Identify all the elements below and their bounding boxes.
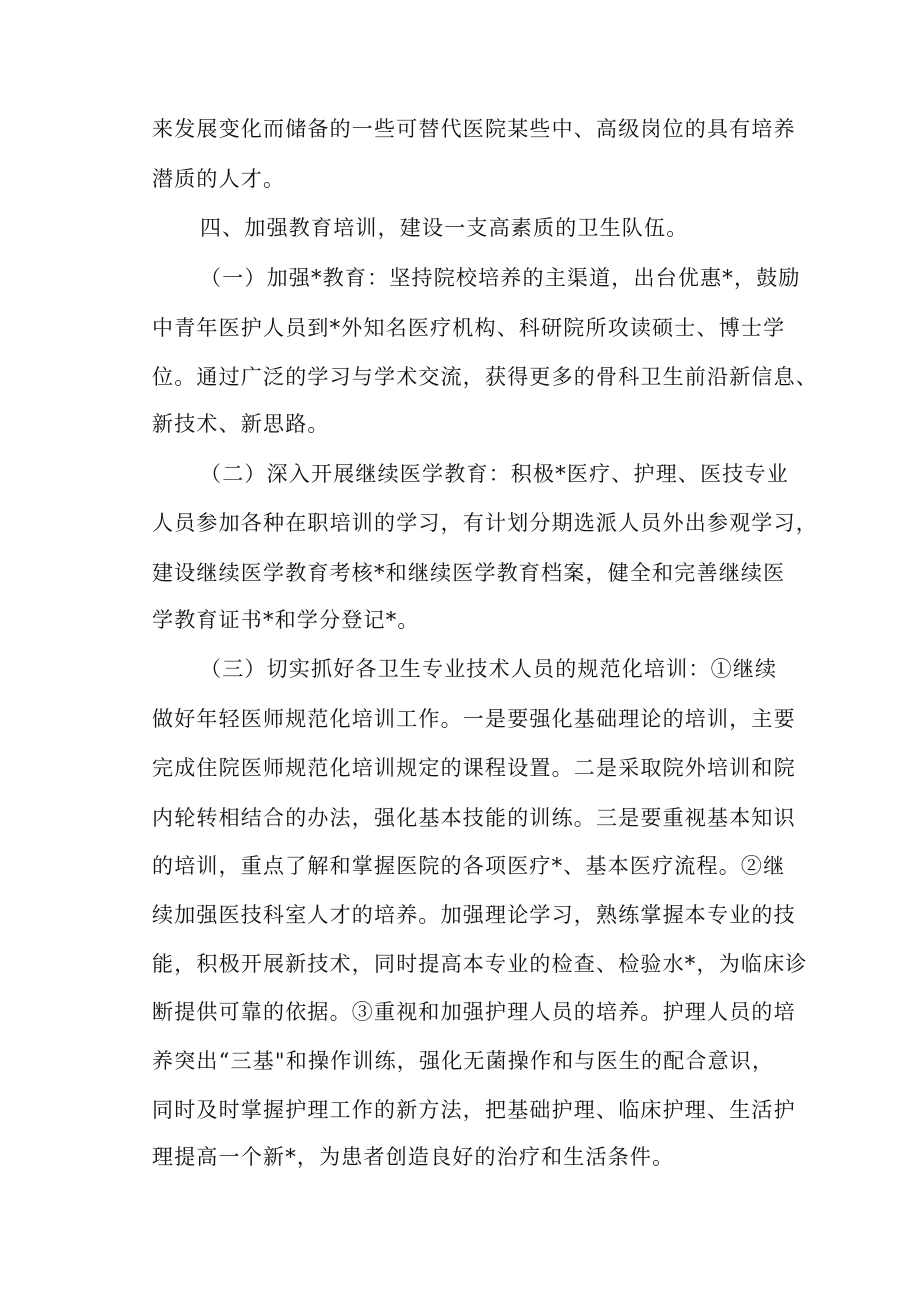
text-line: 新技术、新思路。 bbox=[152, 412, 330, 436]
text-line: （一）加强*教育：坚持院校培养的主渠道，出台优惠*，鼓励 bbox=[200, 266, 801, 290]
text-line: 同时及时掌握护理工作的新方法，把基础护理、临床护理、生活护 bbox=[152, 1098, 796, 1122]
text-line: 能，积极开展新技术，同时提高本专业的检查、检验水*，为临床诊 bbox=[152, 952, 808, 976]
text-line: 来发展变化而储备的一些可替代医院某些中、高级岗位的具有培养 bbox=[152, 117, 796, 141]
text-line: 人员参加各种在职培训的学习，有计划分期选派人员外出参观学习， bbox=[152, 511, 818, 535]
text-line: 建设继续医学教育考核*和继续医学教育档案，健全和完善继续医 bbox=[152, 561, 786, 585]
text-line: （三）切实抓好各卫生专业技术人员的规范化培训：①继续 bbox=[200, 657, 778, 681]
text-line: 位。通过广泛的学习与学术交流，获得更多的骨科卫生前沿新信息、 bbox=[152, 365, 818, 389]
text-line: 做好年轻医师规范化培训工作。一是要强化基础理论的培训，主要 bbox=[152, 707, 796, 731]
text-line: 续加强医技科室人才的培养。加强理论学习，熟练掌握本专业的技 bbox=[152, 903, 796, 927]
text-line: 养突出“三基"和操作训练，强化无菌操作和与医生的配合意识， bbox=[152, 1049, 775, 1073]
text-line: 学教育证书*和学分登记*。 bbox=[152, 608, 420, 632]
text-line: 的培训，重点了解和掌握医院的各项医疗*、基本医疗流程。②继 bbox=[152, 854, 786, 878]
text-line: 断提供可靠的依据。③重视和加强护理人员的培养。护理人员的培 bbox=[152, 1000, 796, 1024]
text-line: 完成住院医师规范化培训规定的课程设置。二是采取院外培训和院 bbox=[152, 756, 796, 780]
text-line: 内轮转相结合的办法，强化基本技能的训练。三是要重视基本知识 bbox=[152, 806, 796, 830]
text-line: 中青年医护人员到*外知名医疗机构、科研院所攻读硕士、博士学 bbox=[152, 316, 786, 340]
text-line: 潜质的人才。 bbox=[152, 167, 286, 191]
text-line: 理提高一个新*，为患者创造良好的治疗和生活条件。 bbox=[152, 1145, 675, 1169]
section-heading: 四、加强教育培训，建设一支高素质的卫生队伍。 bbox=[200, 216, 689, 240]
text-line: （二）深入开展继续医学教育：积极*医疗、护理、医技专业 bbox=[200, 462, 789, 486]
